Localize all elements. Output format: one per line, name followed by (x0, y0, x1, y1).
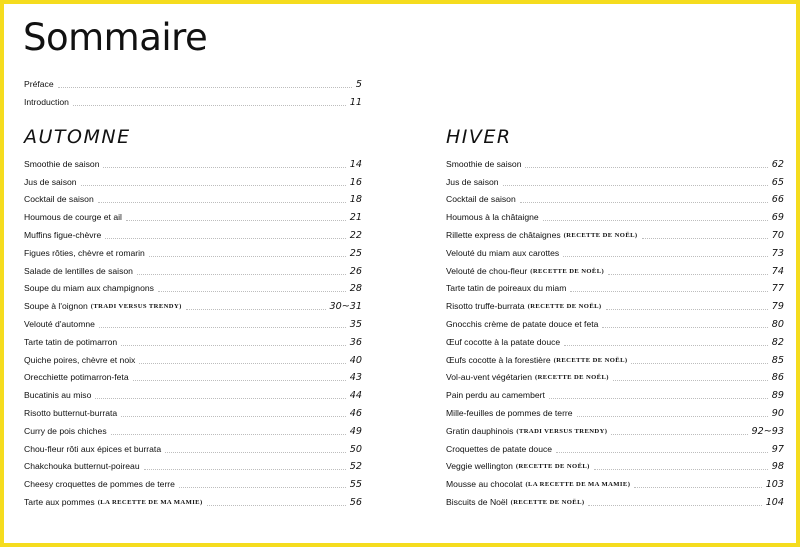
toc-entry (446, 259, 784, 277)
dot-leader (594, 469, 768, 470)
entry-page-number: 22 (349, 229, 362, 241)
entry-title: Cheesy croquettes de pommes de terre (24, 479, 175, 490)
entry-title: Chou-fleur rôti aux épices et burrata (24, 443, 162, 454)
entry-tag: (TRADI VERSUS TRENDY) (90, 303, 182, 311)
entry-page-number: 21 (349, 212, 362, 224)
entry-tag: (RECETTE DE NOËL) (535, 374, 609, 382)
dot-leader (149, 256, 346, 257)
toc-entry (446, 170, 784, 188)
toc-entry (24, 223, 362, 241)
winter-list (446, 152, 784, 508)
entry-title: Salade de lentilles de saison (24, 265, 133, 276)
entry-tag: (RECETTE DE NOËL) (527, 303, 602, 311)
entry-title: Pain perdu au camembert (446, 390, 545, 401)
entry-page-number: 5 (355, 78, 362, 90)
toc-entry (24, 437, 362, 455)
entry-page-number: 40 (349, 354, 362, 366)
entry-page-number: 65 (771, 176, 784, 188)
entry-page-number: 55 (349, 479, 362, 491)
toc-entry (24, 205, 362, 223)
toc-entry (24, 71, 362, 90)
entry-page-number: 25 (349, 247, 362, 259)
entry-page-number: 73 (771, 247, 784, 259)
winter-section (446, 126, 784, 508)
dot-leader (126, 220, 346, 221)
toc-entry (446, 223, 784, 241)
toc-entry (24, 490, 362, 508)
entry-tag: (LA RECETTE DE MA MAMIE) (525, 481, 631, 489)
entry-title: Velouté d'automne (24, 318, 95, 329)
entry-title: Bucatinis au miso (24, 390, 92, 401)
dot-leader (98, 202, 346, 203)
entry-page-number: 18 (349, 194, 362, 206)
dot-leader (105, 238, 346, 239)
entry-title: Orecchiette potimarron-feta (24, 372, 129, 383)
toc-entry (24, 294, 362, 312)
entry-title: Vol-au-vent végétarien (446, 372, 532, 383)
dot-leader (81, 185, 346, 186)
entry-tag: (RECETTE DE NOËL) (530, 267, 605, 275)
entry-page-number: 74 (771, 265, 784, 277)
toc-entry (446, 152, 784, 170)
toc-entry (446, 277, 784, 295)
entry-title: Risotto butternut-burrata (24, 407, 118, 418)
entry-title: Œufs cocotte à la forestière (446, 354, 551, 365)
dot-leader (525, 167, 767, 168)
entry-page-number: 70 (771, 229, 784, 241)
dot-leader (58, 87, 352, 88)
entry-title: Tarte aux pommes (24, 496, 95, 507)
dot-leader (133, 380, 346, 381)
entry-page-number: 52 (349, 461, 362, 473)
toc-entry (446, 330, 784, 348)
entry-title: Mille-feuilles de pommes de terre (446, 407, 573, 418)
entry-page-number: 14 (349, 158, 362, 170)
entry-page-number: 50 (349, 443, 362, 455)
entry-page-number: 103 (765, 479, 784, 491)
toc-entry (446, 241, 784, 259)
entry-page-number: 46 (349, 407, 362, 419)
dot-leader (99, 327, 346, 328)
entry-tag: (LA RECETTE DE MA MAMIE) (97, 498, 203, 506)
winter-section-title: HIVER (446, 126, 512, 148)
entry-title: Houmous à la châtaigne (446, 212, 539, 223)
toc-entry (446, 383, 784, 401)
entry-title: Jus de saison (24, 176, 77, 187)
entry-page-number: 77 (771, 283, 784, 295)
entry-tag: (RECETTE DE NOËL) (563, 231, 638, 239)
entry-title: Soupe du miam aux champignons (24, 283, 154, 294)
entry-title: Gnocchis crème de patate douce et feta (446, 318, 599, 329)
toc-entry (24, 383, 362, 401)
toc-entry (24, 277, 362, 295)
dot-leader (73, 105, 346, 106)
dot-leader (111, 434, 346, 435)
toc-entry (446, 312, 784, 330)
entry-tag: (TRADI VERSUS TRENDY) (516, 427, 608, 435)
dot-leader (103, 167, 345, 168)
entry-page-number: 92~93 (751, 425, 784, 437)
dot-leader (207, 505, 346, 506)
dot-leader (588, 505, 761, 506)
dot-leader (602, 327, 767, 328)
entry-title: Rillette express de châtaignes (446, 229, 561, 240)
autumn-section (24, 126, 362, 508)
toc-entry (24, 330, 362, 348)
toc-entry (446, 437, 784, 455)
dot-leader (611, 434, 747, 435)
dot-leader (606, 309, 768, 310)
dot-leader (520, 202, 768, 203)
dot-leader (570, 291, 767, 292)
entry-title: Tarte tatin de poireaux du miam (446, 283, 567, 294)
toc-entry (24, 259, 362, 277)
entry-title: Croquettes de patate douce (446, 443, 553, 454)
entry-title: Introduction (24, 97, 69, 107)
entry-title: Veggie wellington (446, 461, 513, 472)
entry-title: Curry de pois chiches (24, 425, 107, 436)
toc-entry (446, 205, 784, 223)
entry-page-number: 44 (349, 390, 362, 402)
autumn-list (24, 152, 362, 508)
entry-title: Soupe à l'oignon (24, 301, 88, 312)
dot-leader (121, 345, 346, 346)
toc-entry (446, 401, 784, 419)
entry-page-number: 80 (771, 318, 784, 330)
dot-leader (165, 452, 346, 453)
toc-entry (24, 472, 362, 490)
dot-leader (564, 345, 768, 346)
toc-entry (24, 170, 362, 188)
dot-leader (95, 398, 345, 399)
dot-leader (179, 487, 346, 488)
toc-entry (446, 188, 784, 206)
entry-title: Smoothie de saison (446, 158, 522, 169)
intro-list (24, 71, 362, 108)
entry-page-number: 104 (765, 496, 784, 508)
toc-entry (446, 348, 784, 366)
entry-page-number: 36 (349, 336, 362, 348)
entry-title: Figues rôties, chèvre et romarin (24, 247, 145, 258)
toc-entry (446, 490, 784, 508)
entry-title: Mousse au chocolat (446, 479, 523, 490)
entry-title: Biscuits de Noël (446, 496, 508, 507)
entry-page-number: 26 (349, 265, 362, 277)
dot-leader (144, 469, 346, 470)
dot-leader (503, 185, 768, 186)
toc-entry (446, 472, 784, 490)
toc-entry (446, 366, 784, 384)
dot-leader (549, 398, 768, 399)
entry-page-number: 35 (349, 318, 362, 330)
dot-leader (563, 256, 768, 257)
entry-page-number: 16 (349, 176, 362, 188)
entry-title: Muffins figue-chèvre (24, 229, 102, 240)
autumn-section-title: AUTOMNE (24, 126, 131, 148)
entry-page-number: 30~31 (329, 301, 362, 313)
entry-title: Jus de saison (446, 176, 499, 187)
entry-title: Chakchouka butternut-poireau (24, 461, 140, 472)
page-title: Sommaire (23, 16, 208, 59)
toc-entry (446, 294, 784, 312)
entry-page-number: 79 (771, 301, 784, 313)
entry-page-number: 69 (771, 212, 784, 224)
entry-page-number: 98 (771, 461, 784, 473)
entry-page-number: 62 (771, 158, 784, 170)
entry-page-number: 66 (771, 194, 784, 206)
entry-title: Gratin dauphinois (446, 425, 514, 436)
dot-leader (634, 487, 761, 488)
toc-entry (24, 348, 362, 366)
dot-leader (608, 274, 768, 275)
toc-entry (24, 366, 362, 384)
toc-entry (446, 455, 784, 473)
dot-leader (121, 416, 346, 417)
entry-page-number: 49 (349, 425, 362, 437)
dot-leader (631, 363, 767, 364)
toc-entry (446, 419, 784, 437)
entry-page-number: 90 (771, 407, 784, 419)
entry-page-number: 97 (771, 443, 784, 455)
toc-entry (24, 312, 362, 330)
entry-title: Velouté de chou-fleur (446, 265, 528, 276)
entry-page-number: 56 (349, 496, 362, 508)
dot-leader (158, 291, 346, 292)
toc-entry (24, 152, 362, 170)
entry-title: Houmous de courge et ail (24, 212, 122, 223)
dot-leader (137, 274, 346, 275)
dot-leader (543, 220, 768, 221)
toc-entry (24, 90, 362, 109)
dot-leader (642, 238, 768, 239)
entry-title: Cocktail de saison (24, 194, 94, 205)
toc-entry (24, 455, 362, 473)
entry-title: Risotto truffe-burrata (446, 301, 525, 312)
dot-leader (556, 452, 768, 453)
entry-title: Cocktail de saison (446, 194, 516, 205)
toc-entry (24, 419, 362, 437)
entry-page-number: 86 (771, 372, 784, 384)
toc-entry (24, 241, 362, 259)
entry-page-number: 11 (349, 97, 362, 108)
toc-entry (24, 401, 362, 419)
entry-page-number: 85 (771, 354, 784, 366)
entry-title: Œuf cocotte à la patate douce (446, 336, 561, 347)
entry-page-number: 89 (771, 390, 784, 402)
entry-title: Quiche poires, chèvre et noix (24, 354, 136, 365)
entry-title: Préface (24, 78, 54, 89)
dot-leader (186, 309, 326, 310)
entry-tag: (RECETTE DE NOËL) (515, 463, 590, 471)
entry-tag: (RECETTE DE NOËL) (553, 356, 628, 364)
entry-title: Smoothie de saison (24, 158, 100, 169)
dot-leader (577, 416, 768, 417)
entry-page-number: 82 (771, 336, 784, 348)
dot-leader (139, 363, 345, 364)
entry-title: Tarte tatin de potimarron (24, 336, 118, 347)
entry-tag: (RECETTE DE NOËL) (510, 498, 585, 506)
dot-leader (613, 380, 768, 381)
entry-title: Velouté du miam aux carottes (446, 247, 560, 258)
toc-entry (24, 188, 362, 206)
entry-page-number: 28 (349, 283, 362, 295)
entry-page-number: 43 (349, 372, 362, 384)
